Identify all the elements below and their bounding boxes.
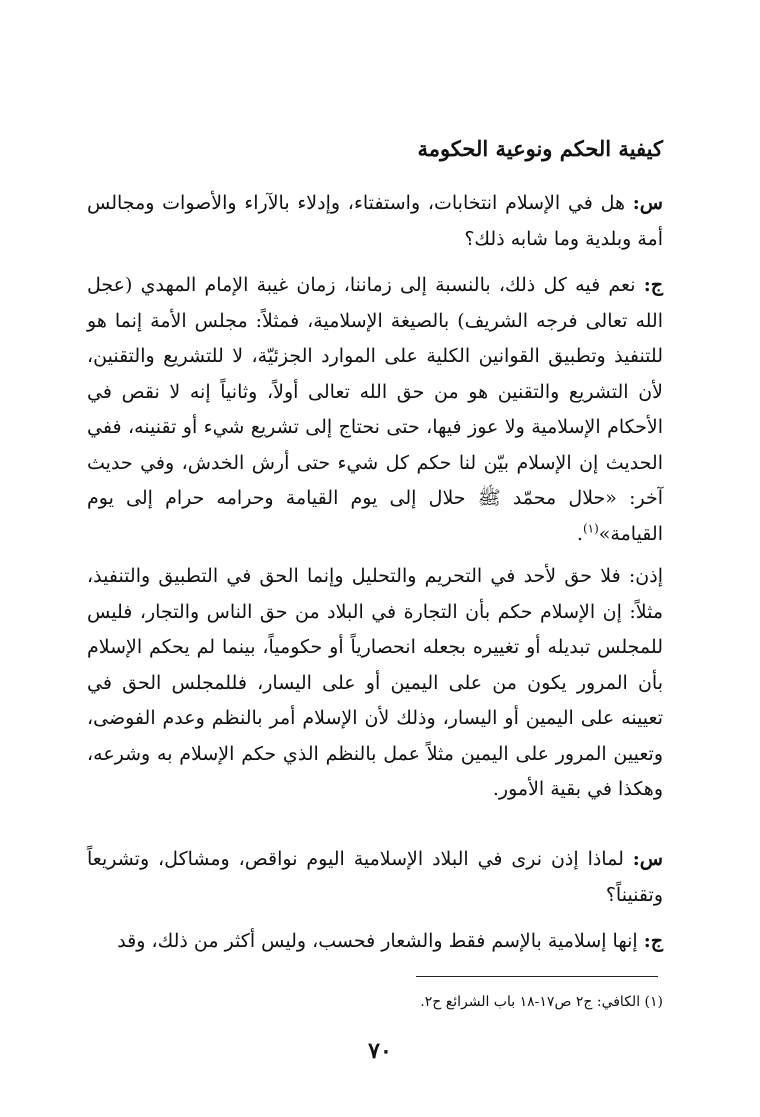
paragraph-text: لماذا إذن نرى في البلاد الإسلامية اليوم نواقص، ومشاكل، وتشريعاً وتقنيناً؟ xyxy=(87,848,663,906)
paragraph-question-1 xyxy=(87,186,663,257)
footnote: (١) الكافي: ج٢ ص١٧-١٨ باب الشرائع ح٢. xyxy=(420,994,663,1010)
paragraph-tail: . xyxy=(576,522,583,545)
paragraph-answer-1 xyxy=(87,268,663,552)
page-number: ٧٠ xyxy=(368,1038,392,1064)
answer-marker: ج: xyxy=(643,930,663,952)
question-marker: س: xyxy=(632,848,663,870)
question-marker: س: xyxy=(632,192,663,214)
paragraph-text: إذن: فلا حق لأحد في التحريم والتحليل وإنما الحق في التطبيق والتنفيذ، مثلاً: إن الإسلام حكم بأن التجارة في البلاد من حق الناس والتجار، فليس للمجلس تبديله أو تغييره بجعله انحصارياً أو حكومياً، بينما لم يحكم الإسلام بأن المرور يكون من على اليمين أو على اليسار، فللمجلس الحق في تعيينه على اليمين أو اليسار، وذلك لأن الإسلام أمر بالنظم وعدم الفوضى، وتعيين المرور على اليمين مثلاً عمل بالنظم الذي حكم الإسلام به وشرعه، وهكذا في بقية الأمور. xyxy=(87,565,663,800)
paragraph-question-2 xyxy=(87,842,663,913)
footnote-reference[interactable]: (١) xyxy=(582,521,599,536)
paragraph-text: نعم فيه كل ذلك، بالنسبة إلى زماننا، زمان غيبة الإمام المهدي (عجل الله تعالى فرجه الشريف) بالصيغة الإسلامية، فمثلاً: مجلس الأمة إنما هو للتنفيذ وتطبيق القوانين الكلية على الموارد الجزئيّة، لا للتشريع والتقنين، لأن التشريع والتقنين هو من حق الله تعالى أولاً، وثانياً إنه لا نقص في الأحكام الإسلامية ولا عوز فيها، حتى نحتاج إلى تشريع شيء أو تقنينه، ففي الحديث إن الإسلام بيّن لنا حكم كل شيء حتى أرش الخدش، وفي حديث آخر: «حلال محمّد ﷺ حلال إلى يوم القيامة وحرامه حرام إلى يوم القيامة» xyxy=(87,274,663,545)
paragraph-text: إنها إسلامية بالإسم فقط والشعار فحسب، وليس أكثر من ذلك، وقد xyxy=(117,930,644,952)
section-heading: كيفية الحكم ونوعية الحكومة xyxy=(417,136,663,161)
answer-marker: ج: xyxy=(643,274,663,296)
paragraph-text: هل في الإسلام انتخابات، واستفتاء، وإدلاء بالآراء والأصوات ومجالس أمة وبلدية وما شابه ذلك؟ xyxy=(87,192,663,250)
paragraph-answer-2 xyxy=(87,924,663,960)
paragraph-explanation xyxy=(87,559,663,808)
footnote-divider xyxy=(416,976,658,977)
